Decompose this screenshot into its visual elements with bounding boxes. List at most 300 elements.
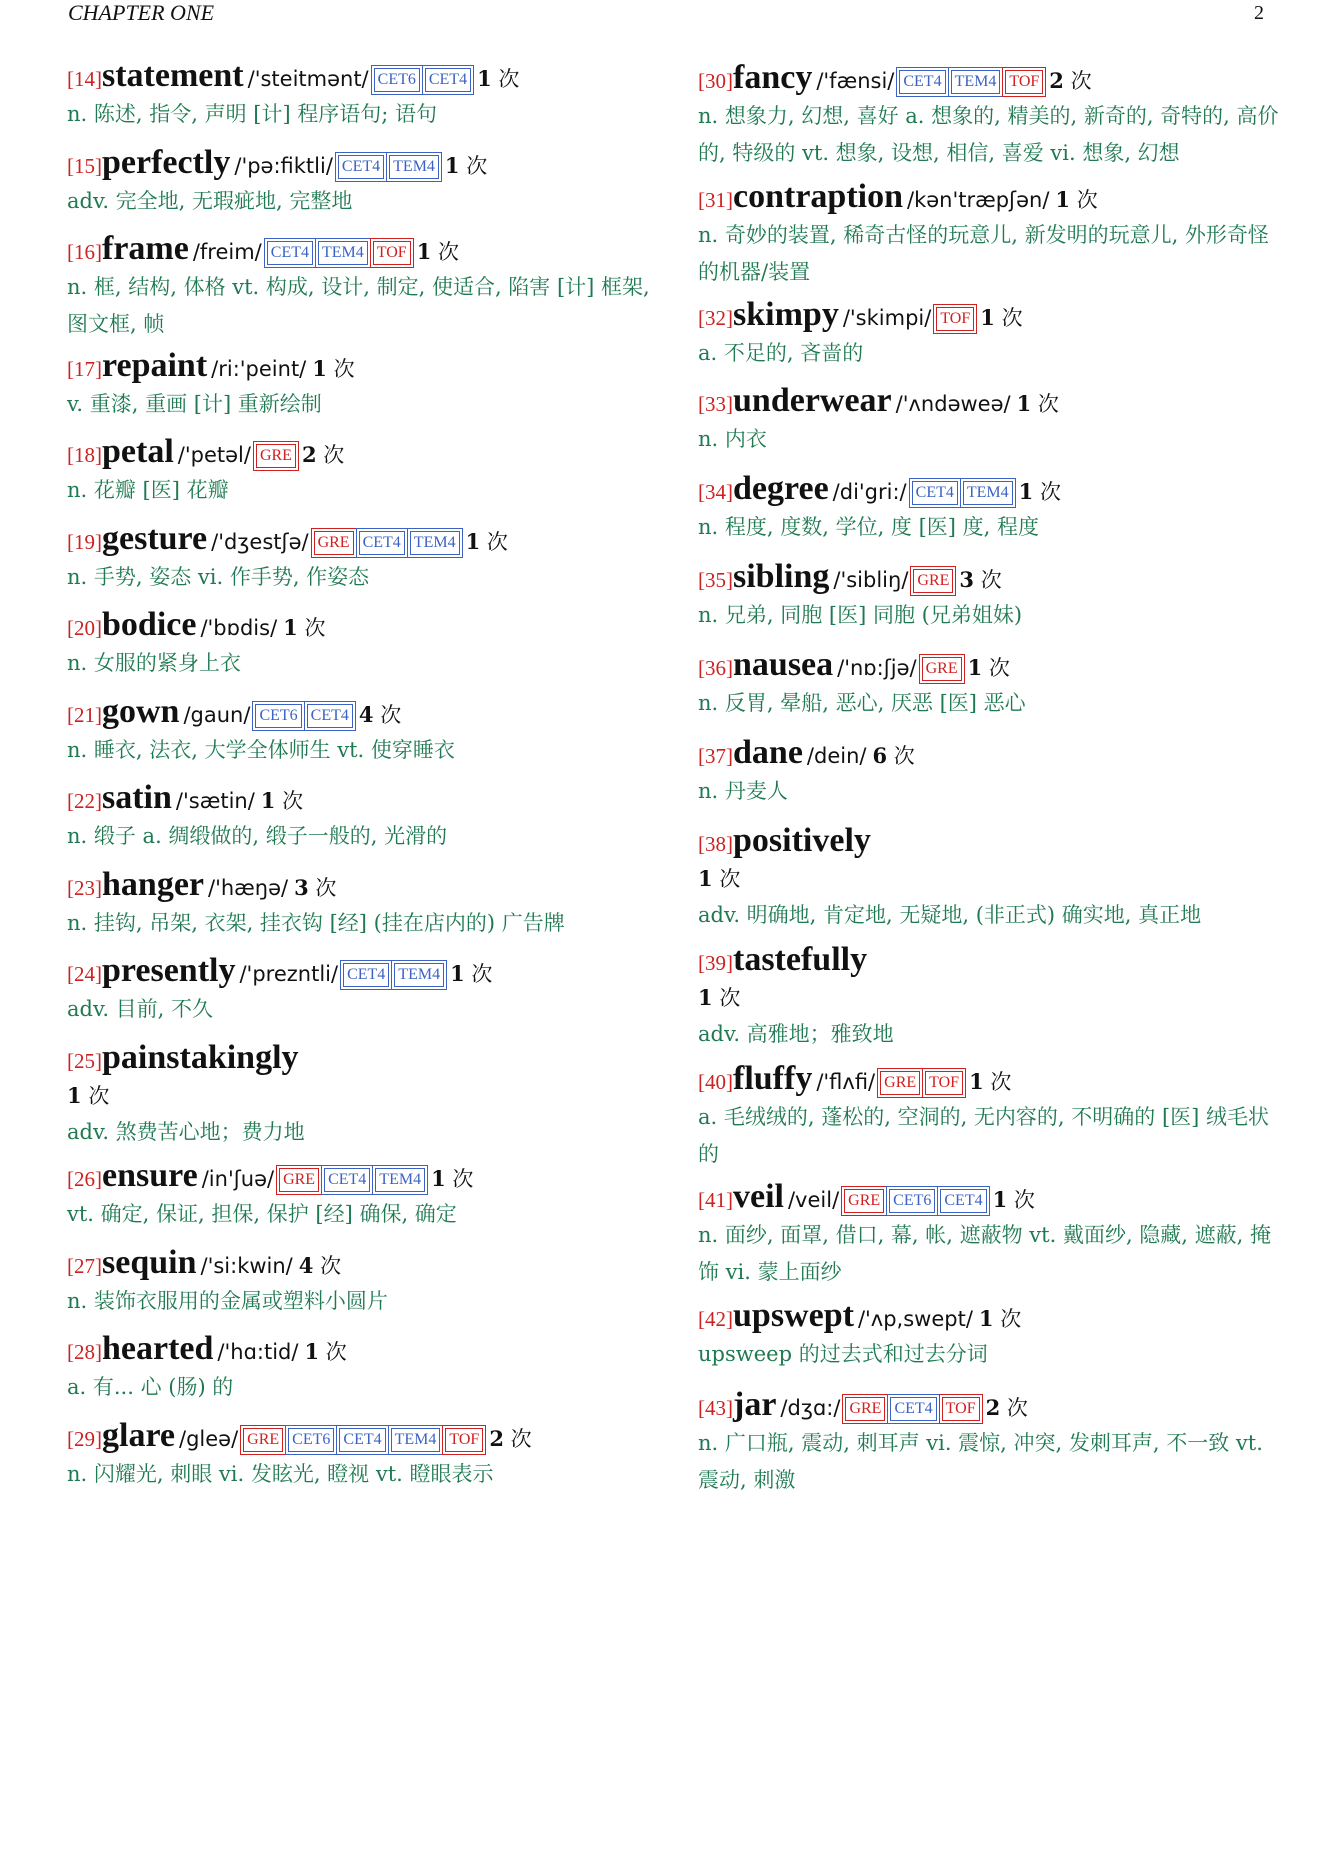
vocab-entry bbox=[67, 229, 667, 343]
entry-headline bbox=[698, 733, 1298, 773]
phonetic: /in'ʃuə/ bbox=[201, 1167, 275, 1191]
entry-index: [15] bbox=[67, 154, 102, 178]
vocab-entry bbox=[698, 58, 1298, 172]
exam-tag: GRE bbox=[845, 1397, 885, 1421]
phonetic: /gaun/ bbox=[183, 703, 251, 727]
frequency-unit: 次 bbox=[466, 154, 488, 178]
entry-headline bbox=[67, 432, 667, 472]
frequency-count bbox=[980, 306, 1022, 330]
entry-index: [41] bbox=[698, 1188, 733, 1212]
phonetic: /freim/ bbox=[192, 240, 262, 264]
entry-headline bbox=[67, 1329, 667, 1369]
vocab-entry bbox=[67, 346, 667, 423]
exam-tag: CET6 bbox=[889, 1189, 935, 1213]
vocab-entry bbox=[698, 733, 1298, 810]
vocab-entry bbox=[67, 519, 667, 596]
exam-tag: GRE bbox=[243, 1428, 283, 1452]
definition: n. 女服的紧身上衣 bbox=[67, 651, 241, 675]
vocab-entry bbox=[698, 1177, 1298, 1291]
exam-tag: CET6 bbox=[255, 704, 301, 728]
frequency-count bbox=[1049, 69, 1091, 93]
phonetic: /gleə/ bbox=[179, 1427, 239, 1451]
exam-tag: TOF bbox=[925, 1071, 963, 1095]
exam-tag: TEM4 bbox=[963, 481, 1013, 505]
exam-tag: CET4 bbox=[307, 704, 353, 728]
exam-tag: GRE bbox=[913, 569, 953, 593]
definition: n. 装饰衣服用的金属或塑料小圆片 bbox=[67, 1289, 388, 1313]
exam-tag: CET4 bbox=[890, 1397, 936, 1421]
frequency-number: 1 bbox=[283, 615, 298, 640]
phonetic: /'nɒ:ʃjə/ bbox=[837, 656, 917, 680]
entry-index: [42] bbox=[698, 1307, 733, 1331]
definition: n. 挂钩, 吊架, 衣架, 挂衣钩 [经] (挂在店内的) 广告牌 bbox=[67, 911, 565, 935]
phonetic: /'hɑ:tid/ bbox=[217, 1340, 299, 1364]
headword: repaint bbox=[102, 347, 208, 384]
frequency-count bbox=[304, 1340, 346, 1364]
exam-tag: CET4 bbox=[359, 531, 405, 555]
entry-headline bbox=[67, 951, 667, 991]
vocab-entry bbox=[67, 605, 667, 682]
phonetic: /'ʌndəweə/ bbox=[895, 392, 1011, 416]
vocab-entry bbox=[67, 1243, 667, 1320]
frequency-unit: 次 bbox=[498, 67, 520, 91]
entry-headline bbox=[67, 143, 667, 183]
entry-headline bbox=[67, 1156, 667, 1196]
definition: adv. 明确地, 肯定地, 无疑地, (非正式) 确实地, 真正地 bbox=[698, 903, 1202, 927]
frequency-count bbox=[698, 867, 740, 891]
exam-tag: CET6 bbox=[374, 68, 420, 92]
entry-index: [17] bbox=[67, 357, 102, 381]
vocab-entry bbox=[67, 778, 667, 855]
frequency-unit: 次 bbox=[510, 1427, 532, 1451]
frequency-number: 2 bbox=[489, 1426, 504, 1451]
entry-headline bbox=[698, 645, 1298, 685]
exam-tag: CET4 bbox=[338, 155, 384, 179]
phonetic: /'pə:fiktli/ bbox=[234, 154, 333, 178]
definition: n. 陈述, 指令, 声明 [计] 程序语句; 语句 bbox=[67, 102, 438, 126]
vocab-entry bbox=[67, 865, 667, 942]
entry-index: [20] bbox=[67, 616, 102, 640]
definition: n. 奇妙的装置, 稀奇古怪的玩意儿, 新发明的玩意儿, 外形奇怪的机器/装置 bbox=[698, 223, 1269, 284]
headword: fluffy bbox=[733, 1060, 813, 1097]
headword: fancy bbox=[733, 59, 813, 96]
headword: degree bbox=[733, 470, 829, 507]
exam-tag: TEM4 bbox=[410, 531, 460, 555]
vocab-entry bbox=[698, 295, 1298, 372]
frequency-unit: 次 bbox=[325, 1340, 347, 1364]
exam-tag: CET4 bbox=[425, 68, 471, 92]
frequency-unit: 次 bbox=[719, 867, 741, 891]
frequency-line bbox=[698, 861, 1298, 897]
frequency-number: 1 bbox=[698, 985, 713, 1010]
vocab-entry bbox=[698, 1296, 1298, 1373]
phonetic: /veil/ bbox=[787, 1188, 840, 1212]
frequency-number: 1 bbox=[67, 1083, 82, 1108]
exam-tag: GRE bbox=[314, 531, 354, 555]
headword: frame bbox=[102, 230, 189, 267]
frequency-number: 4 bbox=[298, 1253, 314, 1278]
frequency-unit: 次 bbox=[990, 1070, 1012, 1094]
headword: ensure bbox=[102, 1157, 198, 1194]
headword: painstakingly bbox=[102, 1039, 299, 1076]
entry-headline bbox=[67, 865, 667, 905]
vocab-entry bbox=[67, 951, 667, 1028]
headword: satin bbox=[102, 779, 172, 816]
frequency-number: 1 bbox=[450, 961, 465, 986]
frequency-number: 3 bbox=[294, 875, 309, 900]
frequency-count bbox=[302, 443, 344, 467]
phonetic: /'sibliŋ/ bbox=[833, 568, 909, 592]
definition: n. 花瓣 [医] 花瓣 bbox=[67, 478, 229, 502]
frequency-unit: 次 bbox=[1037, 392, 1059, 416]
headword: perfectly bbox=[102, 144, 231, 181]
phonetic: /'skimpi/ bbox=[842, 306, 932, 330]
phonetic: /'steitmənt/ bbox=[247, 67, 369, 91]
entry-headline bbox=[698, 177, 1298, 217]
frequency-number: 2 bbox=[1049, 68, 1064, 93]
phonetic: /'prezntli/ bbox=[239, 962, 339, 986]
definition: n. 想象力, 幻想, 喜好 a. 想象的, 精美的, 新奇的, 奇特的, 高价的, 特级的 vt. 想象, 设想, 相信, 喜爱 vi. 想象, 幻想 bbox=[698, 104, 1279, 165]
frequency-unit: 次 bbox=[315, 876, 337, 900]
frequency-count bbox=[969, 1070, 1011, 1094]
entry-headline bbox=[698, 58, 1298, 98]
entry-index: [32] bbox=[698, 306, 733, 330]
frequency-unit: 次 bbox=[304, 616, 326, 640]
entry-headline bbox=[698, 1177, 1298, 1217]
frequency-number: 1 bbox=[416, 239, 432, 264]
entry-index: [25] bbox=[67, 1049, 102, 1073]
frequency-unit: 次 bbox=[320, 1254, 342, 1278]
headword: gesture bbox=[102, 520, 208, 557]
headword: upswept bbox=[733, 1297, 854, 1334]
definition: adv. 高雅地；雅致地 bbox=[698, 1022, 894, 1046]
vocab-entry bbox=[67, 692, 667, 769]
frequency-unit: 次 bbox=[1039, 480, 1061, 504]
entry-index: [31] bbox=[698, 188, 733, 212]
exam-tag: GRE bbox=[844, 1189, 884, 1213]
frequency-count bbox=[986, 1396, 1028, 1420]
frequency-count bbox=[968, 656, 1010, 680]
definition: n. 睡衣, 法衣, 大学全体师生 vt. 使穿睡衣 bbox=[67, 738, 455, 762]
frequency-number: 1 bbox=[304, 1339, 320, 1364]
entry-headline bbox=[698, 1296, 1298, 1336]
phonetic: /'dʒestʃə/ bbox=[211, 530, 309, 554]
headword: statement bbox=[102, 57, 244, 94]
entry-headline bbox=[67, 229, 667, 269]
headword: presently bbox=[102, 952, 236, 989]
frequency-count bbox=[359, 703, 401, 727]
entry-index: [36] bbox=[698, 656, 733, 680]
headword: underwear bbox=[733, 382, 892, 419]
frequency-unit: 次 bbox=[719, 986, 741, 1010]
frequency-count bbox=[417, 240, 459, 264]
exam-tag: TEM4 bbox=[394, 963, 444, 987]
definition: n. 兄弟, 同胞 [医] 同胞 (兄弟姐妹) bbox=[698, 603, 1023, 627]
exam-tag: GRE bbox=[922, 657, 962, 681]
definition: n. 内衣 bbox=[698, 427, 767, 451]
entry-index: [33] bbox=[698, 392, 733, 416]
frequency-unit: 次 bbox=[380, 703, 402, 727]
phonetic: /'sætin/ bbox=[175, 789, 255, 813]
frequency-count bbox=[450, 962, 492, 986]
definition: a. 有... 心 (肠) 的 bbox=[67, 1375, 234, 1399]
headword: jar bbox=[733, 1386, 777, 1423]
frequency-number: 4 bbox=[358, 702, 374, 727]
headword: contraption bbox=[733, 178, 903, 215]
exam-tag: TOF bbox=[936, 307, 974, 331]
frequency-unit: 次 bbox=[1076, 188, 1098, 212]
exam-tag: CET4 bbox=[339, 1428, 385, 1452]
headword: hearted bbox=[102, 1330, 214, 1367]
entry-headline bbox=[698, 1059, 1298, 1099]
entry-index: [43] bbox=[698, 1396, 733, 1420]
headword: tastefully bbox=[733, 941, 868, 978]
frequency-unit: 次 bbox=[438, 240, 460, 264]
entry-index: [27] bbox=[67, 1254, 102, 1278]
vocab-entry bbox=[67, 1038, 667, 1151]
entry-index: [21] bbox=[67, 703, 102, 727]
frequency-number: 1 bbox=[980, 305, 995, 330]
entry-index: [37] bbox=[698, 744, 733, 768]
frequency-count bbox=[489, 1427, 531, 1451]
frequency-number: 6 bbox=[872, 743, 888, 768]
definition: a. 不足的, 吝啬的 bbox=[698, 341, 864, 365]
entry-index: [39] bbox=[698, 951, 733, 975]
definition: adv. 完全地, 无瑕疵地, 完整地 bbox=[67, 189, 353, 213]
vocab-entry bbox=[698, 557, 1298, 634]
vocab-entry bbox=[698, 381, 1298, 458]
definition: n. 丹麦人 bbox=[698, 779, 788, 803]
frequency-number: 1 bbox=[477, 66, 492, 91]
phonetic: /dein/ bbox=[806, 744, 867, 768]
frequency-number: 1 bbox=[465, 529, 481, 554]
entry-headline bbox=[698, 469, 1298, 509]
frequency-unit: 次 bbox=[323, 443, 345, 467]
entry-headline bbox=[67, 519, 667, 559]
frequency-unit: 次 bbox=[1070, 69, 1092, 93]
headword: glare bbox=[102, 1417, 176, 1454]
frequency-unit: 次 bbox=[282, 789, 304, 813]
definition: n. 面纱, 面罩, 借口, 幕, 帐, 遮蔽物 vt. 戴面纱, 隐藏, 遮蔽, 掩饰 vi. 蒙上面纱 bbox=[698, 1223, 1272, 1284]
entry-index: [40] bbox=[698, 1070, 733, 1094]
phonetic: /'hæŋə/ bbox=[208, 876, 289, 900]
entry-index: [23] bbox=[67, 876, 102, 900]
entry-index: [19] bbox=[67, 530, 102, 554]
exam-tag: TOF bbox=[1005, 70, 1043, 94]
entry-headline bbox=[67, 346, 667, 386]
frequency-line bbox=[67, 1078, 667, 1114]
frequency-count bbox=[261, 789, 303, 813]
definition: n. 框, 结构, 体格 vt. 构成, 设计, 制定, 使适合, 陷害 [计] 框架, 图文框, 帧 bbox=[67, 275, 650, 336]
headword: gown bbox=[102, 693, 180, 730]
frequency-unit: 次 bbox=[893, 744, 915, 768]
phonetic: /'fænsi/ bbox=[816, 69, 895, 93]
entry-index: [34] bbox=[698, 480, 733, 504]
frequency-number: 1 bbox=[1016, 391, 1032, 416]
exam-tag: CET4 bbox=[912, 481, 958, 505]
definition: n. 闪耀光, 刺眼 vi. 发眩光, 瞪视 vt. 瞪眼表示 bbox=[67, 1462, 494, 1486]
entry-headline bbox=[698, 1385, 1298, 1425]
frequency-count bbox=[67, 1084, 109, 1108]
vocab-entry bbox=[67, 432, 667, 509]
entry-headline bbox=[67, 1243, 667, 1283]
exam-tag: TEM4 bbox=[318, 241, 368, 265]
vocab-entry bbox=[67, 1329, 667, 1406]
entry-headline bbox=[698, 940, 1298, 980]
definition: adv. 煞费苦心地；费力地 bbox=[67, 1120, 305, 1144]
phonetic: /'flʌfi/ bbox=[816, 1070, 876, 1094]
frequency-unit: 次 bbox=[471, 962, 493, 986]
frequency-count bbox=[1019, 480, 1061, 504]
phonetic: /'petəl/ bbox=[177, 443, 251, 467]
definition: a. 毛绒绒的, 蓬松的, 空洞的, 无内容的, 不明确的 [医] 绒毛状的 bbox=[698, 1105, 1270, 1166]
phonetic: /'si:kwin/ bbox=[200, 1254, 293, 1278]
exam-tag: TEM4 bbox=[951, 70, 1001, 94]
exam-tag: CET4 bbox=[324, 1168, 370, 1192]
vocab-entry bbox=[67, 1416, 667, 1493]
frequency-count bbox=[431, 1167, 473, 1191]
frequency-number: 1 bbox=[1018, 479, 1034, 504]
frequency-unit: 次 bbox=[1001, 306, 1023, 330]
frequency-count bbox=[872, 744, 914, 768]
exam-tag: GRE bbox=[256, 444, 296, 468]
entry-headline bbox=[67, 605, 667, 645]
frequency-count bbox=[294, 876, 336, 900]
vocab-entry bbox=[698, 177, 1298, 291]
exam-tag: TOF bbox=[373, 241, 411, 265]
frequency-number: 1 bbox=[444, 153, 460, 178]
headword: petal bbox=[102, 433, 174, 470]
headword: bodice bbox=[102, 606, 197, 643]
frequency-unit: 次 bbox=[452, 1167, 474, 1191]
entry-headline bbox=[698, 295, 1298, 335]
entry-headline bbox=[698, 557, 1298, 597]
frequency-number: 2 bbox=[985, 1395, 1001, 1420]
frequency-unit: 次 bbox=[1006, 1396, 1028, 1420]
frequency-count bbox=[993, 1188, 1035, 1212]
frequency-number: 1 bbox=[1055, 187, 1071, 212]
frequency-count bbox=[1017, 392, 1059, 416]
frequency-unit: 次 bbox=[988, 656, 1010, 680]
frequency-line bbox=[698, 980, 1298, 1016]
exam-tag: CET4 bbox=[343, 963, 389, 987]
headword: nausea bbox=[733, 646, 834, 683]
definition: n. 程度, 度数, 学位, 度 [医] 度, 程度 bbox=[698, 515, 1040, 539]
headword: positively bbox=[733, 822, 871, 859]
entry-index: [18] bbox=[67, 443, 102, 467]
entry-headline bbox=[67, 1416, 667, 1456]
phonetic: /di'gri:/ bbox=[832, 480, 907, 504]
exam-tag: CET4 bbox=[267, 241, 313, 265]
frequency-number: 1 bbox=[312, 356, 327, 381]
exam-tag: GRE bbox=[279, 1168, 319, 1192]
frequency-unit: 次 bbox=[980, 568, 1002, 592]
entry-index: [38] bbox=[698, 832, 733, 856]
frequency-count bbox=[283, 616, 325, 640]
entry-index: [22] bbox=[67, 789, 102, 813]
entry-headline bbox=[67, 778, 667, 818]
frequency-number: 1 bbox=[992, 1187, 1008, 1212]
phonetic: /ri:'peint/ bbox=[211, 357, 307, 381]
frequency-count bbox=[698, 986, 740, 1010]
definition: n. 反胃, 晕船, 恶心, 厌恶 [医] 恶心 bbox=[698, 691, 1026, 715]
frequency-unit: 次 bbox=[486, 530, 508, 554]
definition: n. 手势, 姿态 vi. 作手势, 作姿态 bbox=[67, 565, 370, 589]
page-number: 2 bbox=[1254, 2, 1264, 24]
definition: v. 重漆, 重画 [计] 重新绘制 bbox=[67, 392, 322, 416]
phonetic: /kən'træpʃən/ bbox=[907, 188, 1050, 212]
frequency-number: 1 bbox=[698, 866, 713, 891]
exam-tag: TOF bbox=[445, 1428, 483, 1452]
entry-headline bbox=[698, 821, 1298, 861]
frequency-count bbox=[477, 67, 519, 91]
frequency-number: 2 bbox=[301, 442, 317, 467]
entry-headline bbox=[67, 56, 667, 96]
vocab-entry bbox=[698, 1385, 1298, 1499]
frequency-unit: 次 bbox=[1000, 1307, 1022, 1331]
vocab-entry bbox=[698, 940, 1298, 1053]
exam-tag: CET6 bbox=[288, 1428, 334, 1452]
vocab-entry bbox=[67, 1156, 667, 1233]
headword: hanger bbox=[102, 866, 204, 903]
entry-headline bbox=[67, 692, 667, 732]
headword: sibling bbox=[733, 558, 830, 595]
frequency-number: 1 bbox=[431, 1166, 446, 1191]
entry-index: [28] bbox=[67, 1340, 102, 1364]
exam-tag: TOF bbox=[942, 1397, 980, 1421]
headword: sequin bbox=[102, 1244, 197, 1281]
vocab-entry bbox=[67, 143, 667, 220]
entry-headline bbox=[698, 381, 1298, 421]
vocab-entry bbox=[698, 645, 1298, 722]
headword: veil bbox=[733, 1178, 784, 1215]
vocab-entry bbox=[698, 821, 1298, 934]
phonetic: /'bɒdis/ bbox=[200, 616, 278, 640]
frequency-count bbox=[959, 568, 1001, 592]
entry-index: [35] bbox=[698, 568, 733, 592]
frequency-number: 3 bbox=[959, 567, 975, 592]
frequency-count bbox=[1055, 188, 1097, 212]
chapter-title: CHAPTER ONE bbox=[68, 0, 215, 25]
headword: skimpy bbox=[733, 296, 839, 333]
phonetic: /dʒɑ:/ bbox=[780, 1396, 841, 1420]
frequency-number: 1 bbox=[260, 788, 276, 813]
frequency-unit: 次 bbox=[88, 1084, 110, 1108]
frequency-count bbox=[979, 1307, 1021, 1331]
frequency-unit: 次 bbox=[333, 357, 355, 381]
definition: n. 缎子 a. 绸缎做的, 缎子一般的, 光滑的 bbox=[67, 824, 448, 848]
frequency-number: 1 bbox=[978, 1306, 994, 1331]
entry-index: [14] bbox=[67, 67, 102, 91]
exam-tag: TEM4 bbox=[389, 155, 439, 179]
entry-index: [16] bbox=[67, 240, 102, 264]
definition: vt. 确定, 保证, 担保, 保护 [经] 确保, 确定 bbox=[67, 1202, 457, 1226]
exam-tag: TEM4 bbox=[375, 1168, 425, 1192]
frequency-count bbox=[466, 530, 508, 554]
frequency-count bbox=[312, 357, 354, 381]
vocab-entry bbox=[698, 1059, 1298, 1173]
entry-index: [30] bbox=[698, 69, 733, 93]
entry-index: [26] bbox=[67, 1167, 102, 1191]
frequency-unit: 次 bbox=[1013, 1188, 1035, 1212]
exam-tag: CET4 bbox=[899, 70, 945, 94]
vocab-entry bbox=[67, 56, 667, 133]
frequency-count bbox=[445, 154, 487, 178]
exam-tag: TEM4 bbox=[391, 1428, 441, 1452]
definition: upsweep 的过去式和过去分词 bbox=[698, 1342, 988, 1366]
entry-index: [29] bbox=[67, 1427, 102, 1451]
entry-headline bbox=[67, 1038, 667, 1078]
